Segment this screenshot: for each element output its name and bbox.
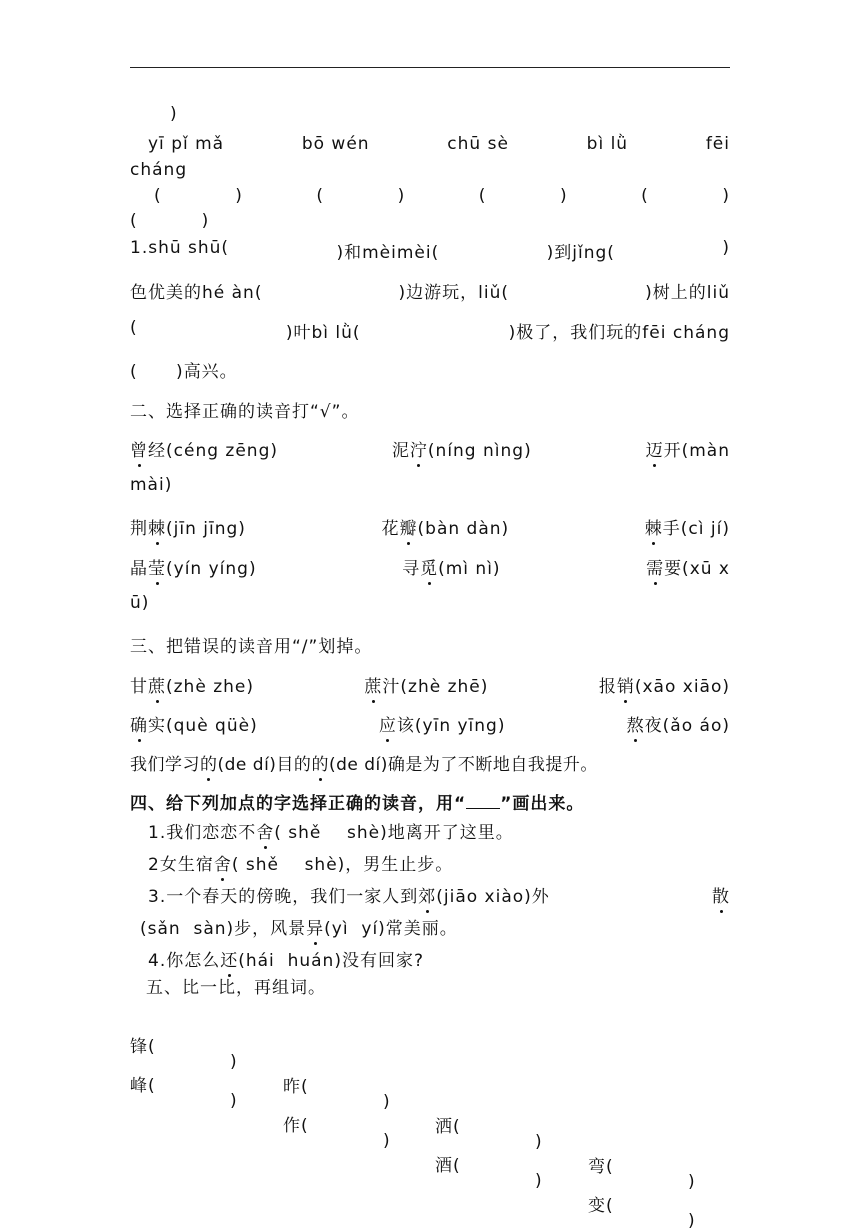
section-heading: 五、比一比，再组词。 xyxy=(146,978,326,998)
paren: ) xyxy=(722,186,730,206)
paren: ) xyxy=(235,186,243,206)
exercise-row: 甘蔗(zhè zhe) 蔗汁(zhè zhē) 报销(xāo xiāo) xyxy=(130,672,730,697)
pinyin-row xyxy=(148,134,730,154)
paragraph-line: 1.shū shū( )和mèimèi( )到jǐng( ) xyxy=(130,238,730,263)
question-line: 1.我们恋恋不舍( shě shè)地离开了这里。 xyxy=(148,818,748,843)
exercise-row: 曾经(céng zēng) 泥泞(níng nìng) 迈开(màn xyxy=(130,436,730,461)
paragraph-line: ( )高兴。 xyxy=(130,362,238,382)
exercise-row: 晶莹(yín yíng) 寻觅(mì nì) 需要(xū x xyxy=(130,554,730,579)
paren: ( xyxy=(478,186,487,206)
question-line: (sǎn sàn)步，风景异(yì yí)常美丽。 xyxy=(140,914,740,939)
exercise-row: mài) xyxy=(130,475,173,495)
paren: ( xyxy=(641,186,649,206)
paren: ) xyxy=(559,186,568,206)
underline-mark xyxy=(466,794,500,809)
question-line: 4.你怎么还(hái huán)没有回家? xyxy=(148,946,748,971)
compare-row: 锋( ) 昨( ) 洒( ) 弯( ) xyxy=(130,1037,696,1192)
paren: ( xyxy=(316,186,325,206)
pinyin-item: fēi xyxy=(705,134,730,154)
compare-row: 峰( ) 作( ) 酒( ) 变( ) xyxy=(130,1076,696,1231)
section-heading: 二、选择正确的读音打“√”。 xyxy=(130,402,360,422)
pinyin-item: yī pǐ mǎ xyxy=(148,134,225,154)
paragraph-line: 色优美的hé àn( )边游玩，liǔ( )树上的liǔ xyxy=(130,283,730,303)
exercise-row: 确实(què qüè) 应该(yīn yīng) 熬夜(ǎo áo) xyxy=(130,711,730,736)
paren: ) xyxy=(397,186,406,206)
paren: ( xyxy=(154,186,162,206)
question-line: 2女生宿舍( shě shè)，男生止步。 xyxy=(148,850,748,875)
blank-row: ( ) xyxy=(130,211,210,231)
text-line: ) xyxy=(170,104,178,124)
exercise-row: 荆棘(jīn jīng) 花瓣(bàn dàn) 棘手(cì jí) xyxy=(130,514,730,539)
exercise-row: ū) xyxy=(130,593,150,613)
blank-row xyxy=(154,186,730,206)
pinyin-item: chū sè xyxy=(447,134,509,154)
pinyin-row: cháng xyxy=(130,160,188,180)
header-rule xyxy=(130,67,730,68)
section-heading: 三、把错误的读音用“/”划掉。 xyxy=(130,637,373,657)
section-heading: 四、给下列加点的字选择正确的读音，用“ ”画出来。 xyxy=(130,794,585,814)
exercise-row: 我们学习的(de dí)目的的(de dí)确是为了不断地自我提升。 xyxy=(130,750,730,775)
question-line: 3.一个春天的傍晚，我们一家人到郊(jiāo xiào)外 散 xyxy=(148,882,730,907)
pinyin-item: bō wén xyxy=(301,134,370,154)
paragraph-line: ( )叶bì lǜ( )极了，我们玩的fēi cháng xyxy=(130,318,730,343)
pinyin-item: bì lǜ xyxy=(586,134,629,154)
